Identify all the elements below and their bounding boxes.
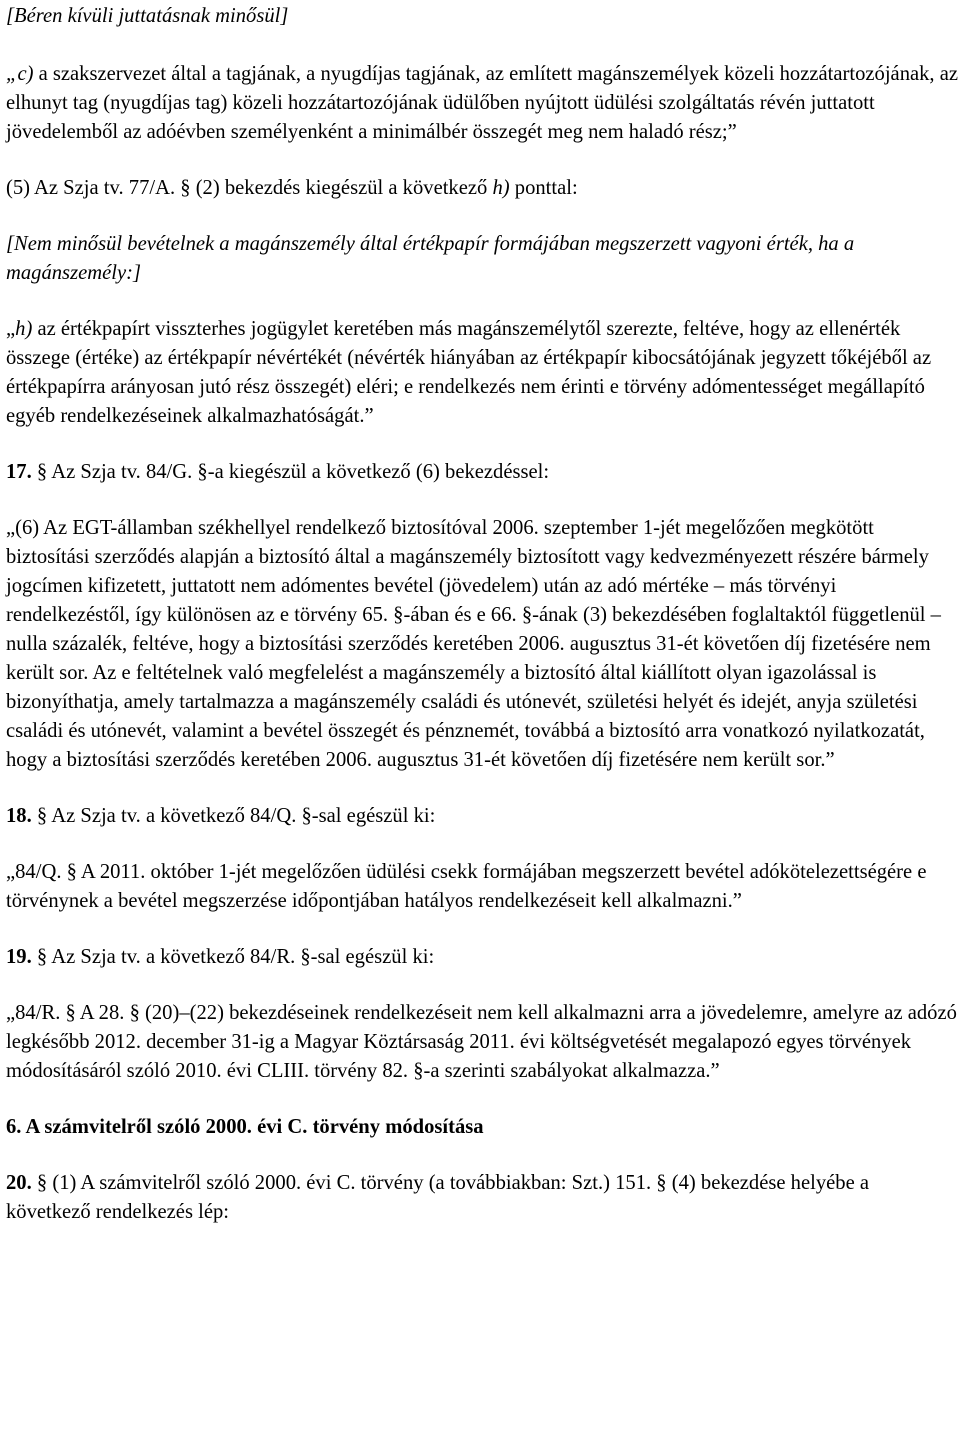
paragraph-84q [6, 858, 958, 916]
text-run: a szakszervezet által a tagjának, a nyugdíjas tagjának, az említett magánszemélyek közeli hozzátartozójának, az elhunyt tag (nyugdíjas tag) közeli hozzátartozójának üdülőben nyújtott üdülési szolgáltatás révén juttatott jövedelemből az adóévben személyenként a minimálbér összegét meg nem haladó rész;” [6, 63, 958, 143]
paragraph-italic-bracket [6, 230, 958, 288]
section-20-paragraph [6, 1169, 958, 1227]
text-run: az értékpapírt visszterhes jogügylet keretében más magánszemélytől szerezte, feltéve, hogy az ellenérték összege (értéke) az értékpapír névértékét (névérték hiányában az értékpapír kibocsátójának jegyzett tőkéjéből az értékpapírra arányosan jutó rész összegét) eléri; e rendelkezés nem érinti e törvény adómentességet megállapító egyéb rendelkezéseinek alkalmazhatóságát.” [6, 318, 932, 427]
text-run: h) [15, 318, 33, 340]
text-run: „ [6, 318, 16, 340]
section-number: 17. [6, 461, 32, 483]
text-run: [Nem minősül bevételnek a magánszemély által értékpapír formájában megszerzett vagyoni érték, ha a magánszemély:] [6, 233, 855, 284]
section-number: 20. [6, 1172, 32, 1194]
paragraph-h-point [6, 315, 958, 431]
text-run: „84/Q. § A 2011. október 1-jét megelőzően üdülési csekk formájában megszerzett bevétel adókötelezettségére e törvénynek a bevétel megszerzése időpontjában hatályos rendelkezéseit kell alkalmazni.” [6, 861, 927, 912]
section-18-heading [6, 802, 958, 831]
section-number: 18. [6, 805, 32, 827]
text-run: § Az Szja tv. 84/G. §-a kiegészül a következő (6) bekezdéssel: [31, 461, 550, 483]
text-run: „(6) Az EGT-államban székhellyel rendelkező biztosítóval 2006. szeptember 1-jét megelőzően megkötött biztosítási szerződés alapján a biztosító által a magánszemély biztosított vagy kedvezményezett részére bármely jogcímen kifizetett, juttatott nem adómentes bevétel (jövedelem) után az adó mértéke – más törvényi rendelkezéstől, így különösen az e törvény 65. §-ában és e 66. §-ának (3) bekezdésében foglaltaktól függetlenül – nulla százalék, feltéve, hogy a biztosítási szerződés keretében 2006. augusztus 31-ét követően díj fizetésére nem került sor. Az e feltételnek való megfelelést a magánszemély a biztosító által kiállított olyan igazolással is bizonyíthatja, amely tartalmazza a magánszemély családi és utónevét, születési helyét és idejét, anyja születési családi és utónevét, valamint a bevétel összegét és pénznemét, továbbá a biztosító arra vonatkozó nyilatkozatát, hogy a biztosítási szerződés keretében 2006. augusztus 31-ét követően díj fizetésére nem került sor.” [6, 517, 941, 771]
paragraph-84g-6 [6, 514, 958, 775]
chapter-title: 6. A számvitelről szóló 2000. évi C. törvény módosítása [6, 1116, 484, 1138]
paragraph-szja-77a [6, 174, 958, 203]
text-run: „84/R. § A 28. § (20)–(22) bekezdéseinek rendelkezéseit nem kell alkalmazni arra a jövedelemre, amelyre az adózó legkésőbb 2012. december 31-ig a Magyar Köztársaság 2011. évi költségvetését megalapozó egyes törvények módosításáról szóló 2010. évi CLIII. törvény 82. §-a szerinti szabályokat alkalmazza.” [6, 1002, 957, 1082]
paragraph-84r [6, 999, 958, 1086]
chapter-6-heading [6, 1113, 958, 1142]
text-run: (5) Az Szja tv. 77/A. § (2) bekezdés kiegészül a következő [6, 177, 493, 199]
text-run: § Az Szja tv. a következő 84/Q. §-sal egészül ki: [31, 805, 436, 827]
document-page [6, 0, 958, 1227]
text-run: [Béren kívüli juttatásnak minősül] [6, 5, 289, 27]
text-run: h) [492, 177, 510, 199]
text-run: ponttal: [509, 177, 578, 199]
text-run: „c) [6, 63, 34, 85]
section-number: 19. [6, 946, 32, 968]
section-17-heading [6, 458, 958, 487]
text-run: § Az Szja tv. a következő 84/R. §-sal egészül ki: [31, 946, 435, 968]
section-19-heading [6, 943, 958, 972]
section-heading-italic [6, 2, 958, 31]
paragraph-c-point [6, 60, 958, 147]
text-run: § (1) A számvitelről szóló 2000. évi C. törvény (a továbbiakban: Szt.) 151. § (4) bekezdése helyébe a következő rendelkezés lép: [6, 1172, 869, 1223]
